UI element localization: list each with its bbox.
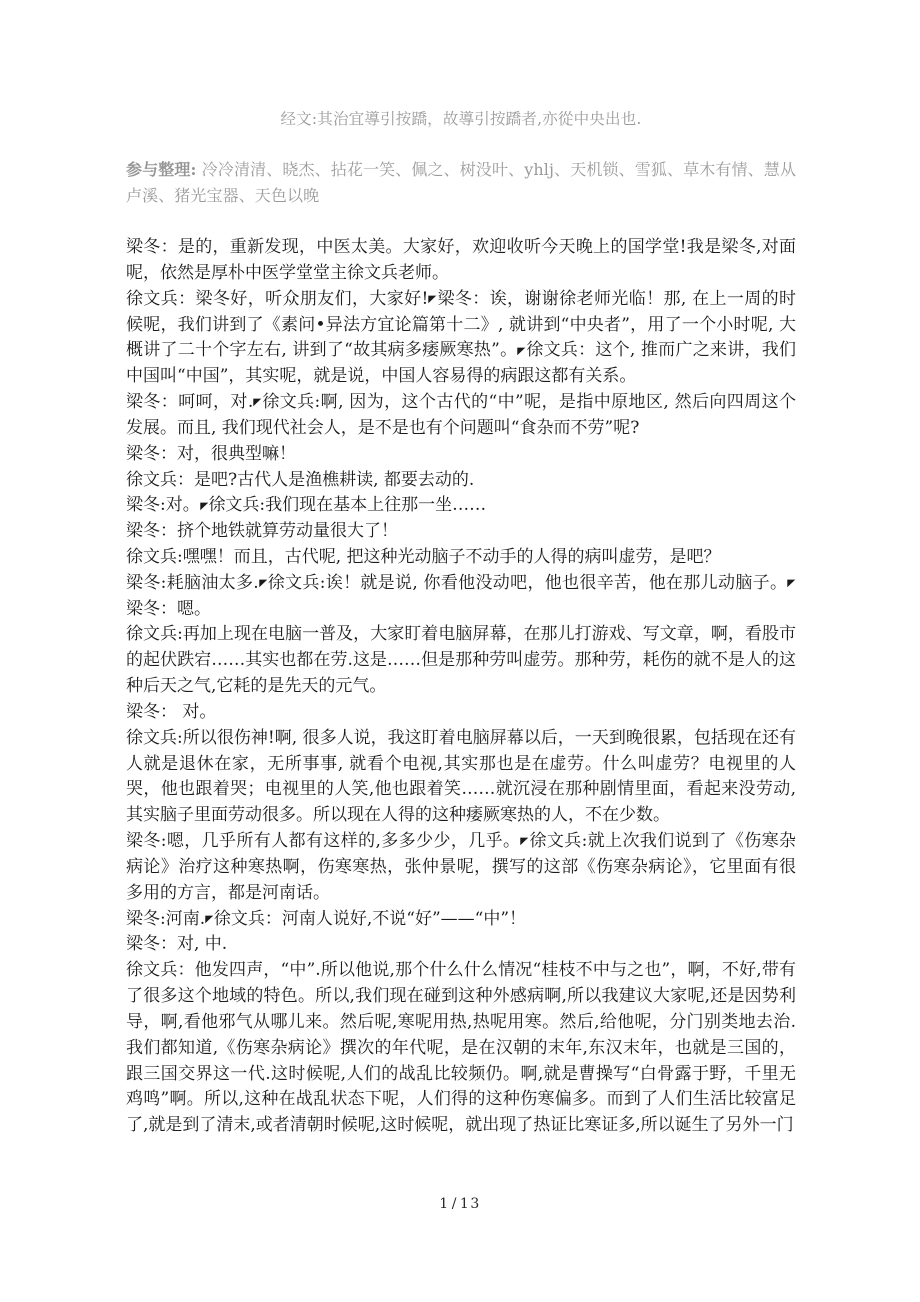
speaker-separator-triangle-icon: ◤ — [259, 578, 268, 590]
transcript-text: 徐文兵：梁冬好，听众朋友们，大家好! — [126, 288, 429, 309]
footer-separator: / — [451, 1196, 458, 1212]
transcript-paragraph — [126, 958, 796, 1139]
speaker-separator-triangle-icon: ◤ — [253, 397, 262, 409]
transcript-text: 梁冬：是的，重新发现，中医太美。大家好，欢迎收听今天晚上的国学堂!我是梁冬,对面呢，依然是厚朴中医学堂堂主徐文兵老师。 — [126, 237, 796, 283]
speaker-separator-triangle-icon: ◤ — [205, 913, 214, 925]
transcript-paragraph — [126, 235, 796, 287]
transcript-text: 徐文兵:就上次我们说到了《伤寒杂病论》治疗这种寒热啊，伤寒寒热，张仲景呢，撰写的这部《伤寒杂病论》，它里面有很多用的方言，都是河南话。 — [126, 831, 796, 903]
transcript-paragraph — [126, 468, 796, 494]
transcript-paragraph — [126, 519, 796, 545]
credits-label: 参与整理: — [126, 160, 197, 180]
transcript-text: 梁冬：呵呵，对. — [126, 392, 254, 413]
transcript-paragraph — [126, 390, 796, 442]
transcript-paragraph — [126, 932, 796, 958]
transcript-paragraph — [126, 907, 796, 933]
document-title: 经文:其治宜導引按蹻，故導引按蹻者,亦從中央出也. — [280, 110, 642, 128]
transcript-text: 梁冬:耗脑油太多. — [126, 572, 259, 593]
transcript-text: 梁冬： 对。 — [126, 701, 217, 722]
footer-current-page: 1 — [439, 1196, 450, 1212]
footer-total-pages: 13 — [459, 1196, 481, 1212]
transcript-paragraph — [126, 700, 796, 726]
transcript-text: 徐文兵:啊, 因为，这个古代的“中”呢，是指中原地区, 然后向四周这个发展。而且, 我们现代社会人，是不是也有个问题叫“食杂而不劳”呢? — [126, 392, 796, 438]
transcript-text: 徐文兵:所以很伤神!啊, 很多人说，我这盯着电脑屏幕以后，一天到晚很累，包括现在还有人就是退休在家，无所事事, 就看个电视,其实那也是在虚劳。什么叫虚劳？电视里的人哭，他也跟着哭；电视里的人笑,他也跟着笑……就沉浸在那种剧情里面，看起来没劳动,其实脑子里面劳动很多。所以现在人得的这种痿厥寒热的人，不在少数。 — [126, 727, 796, 826]
transcript-paragraph — [126, 545, 796, 571]
transcript-text: 梁冬：挤个地铁就算劳动量很大了！ — [126, 521, 398, 542]
transcript-paragraph — [126, 622, 796, 699]
transcript-paragraph — [126, 287, 796, 390]
transcript-paragraph — [126, 493, 796, 519]
credits-line — [126, 131, 796, 209]
transcript-text: 梁冬：对, 中. — [126, 934, 228, 955]
speaker-separator-triangle-icon: ◤ — [200, 500, 209, 512]
transcript-text: 徐文兵:嘿嘿！而且，古代呢, 把这种光动脑子不动手的人得的病叫虚劳，是吧？ — [126, 547, 721, 567]
transcript-paragraph — [126, 829, 796, 906]
transcript-text: 梁冬：诶，谢谢徐老师光临！那, 在上一周的时候呢，我们讲到了《素问•异法方宜论篇第十二》, 就讲到“中央者”，用了一个小时呢, 大概讲了二十个字左右, 讲到了“故其病多痿厥寒热”。 — [126, 288, 796, 361]
transcript-paragraph — [126, 571, 796, 623]
transcript-text: 徐文兵：是吧?古代人是渔樵耕读, 都要去动的. — [126, 469, 475, 490]
transcript-text: 徐文兵：他发四声，“中”.所以他说,那个什么什么情况“桂枝不中与之也”，啊，不好,带有了很多这个地域的特色。所以,我们现在碰到这种外感病啊,所以我建议大家呢,还是因势利导，啊,看他邪气从哪儿来。然后呢,寒呢用热,热呢用寒。然后,给他呢，分门别类地去治.我们都知道,《伤寒杂病论》撰次的年代呢，是在汉朝的末年,东汉末年，也就是三国的，跟三国交界这一代.这时候呢,人们的战乱比较频仍。啊,就是曹操写“白骨露于野，千里无鸡鸣”啊。所以,这种在战乱状态下呢，人们得的这种伤寒偏多。而到了人们生活比较富足了,就是到了清末,或者清朝时候呢,这时候呢，就出现了热证比寒证多,所以诞生了另外一门 — [126, 960, 796, 1136]
transcript-text: 梁冬:河南. — [126, 908, 206, 929]
speaker-separator-triangle-icon: ◤ — [787, 578, 796, 590]
transcript-text: 梁冬:对。 — [126, 495, 200, 516]
transcript-text: 徐文兵:再加上现在电脑一普及，大家盯着电脑屏幕，在那儿打游戏、写文章，啊，看股市的起伏跌宕……其实也都在劳.这是……但是那种劳叫虚劳。那种劳，耗伤的就不是人的这种后天之气,它耗的是先天的元气。 — [126, 624, 796, 697]
page-footer — [0, 1196, 920, 1212]
speaker-separator-triangle-icon: ◤ — [428, 293, 437, 305]
transcript-text: 梁冬：对，很典型嘛！ — [126, 443, 296, 464]
transcript-text: 徐文兵:诶！就是说, 你看他没动吧，他也很辛苦，他在那儿动脑子。 — [267, 572, 788, 593]
speaker-separator-triangle-icon: ◤ — [520, 836, 529, 848]
transcript-paragraph — [126, 726, 796, 829]
transcript-text: 梁冬：嗯。 — [126, 598, 211, 619]
transcript-text: 梁冬:嗯，几乎所有人都有这样的,多多少少，几乎。 — [126, 831, 521, 852]
transcript-text: 徐文兵:我们现在基本上往那一坐…… — [208, 495, 487, 516]
page-content — [126, 0, 796, 1139]
credits-names: 冷冷清清、晓杰、拈花一笑、佩之、树没叶、yhlj、天机锁、雪狐、草木有情、慧从卢溪、猪光宝器、天色以晚 — [126, 160, 796, 206]
transcript-paragraph — [126, 442, 796, 468]
transcript-text: 徐文兵：河南人说好,不说“好”——“中”！ — [213, 908, 527, 929]
transcript-body — [126, 209, 796, 1139]
transcript-text: 徐文兵：这个, 推而广之来讲，我们中国叫“中国”，其实呢，就是说，中国人容易得的病跟这都有关系。 — [126, 340, 796, 387]
speaker-separator-triangle-icon: ◤ — [517, 345, 526, 357]
